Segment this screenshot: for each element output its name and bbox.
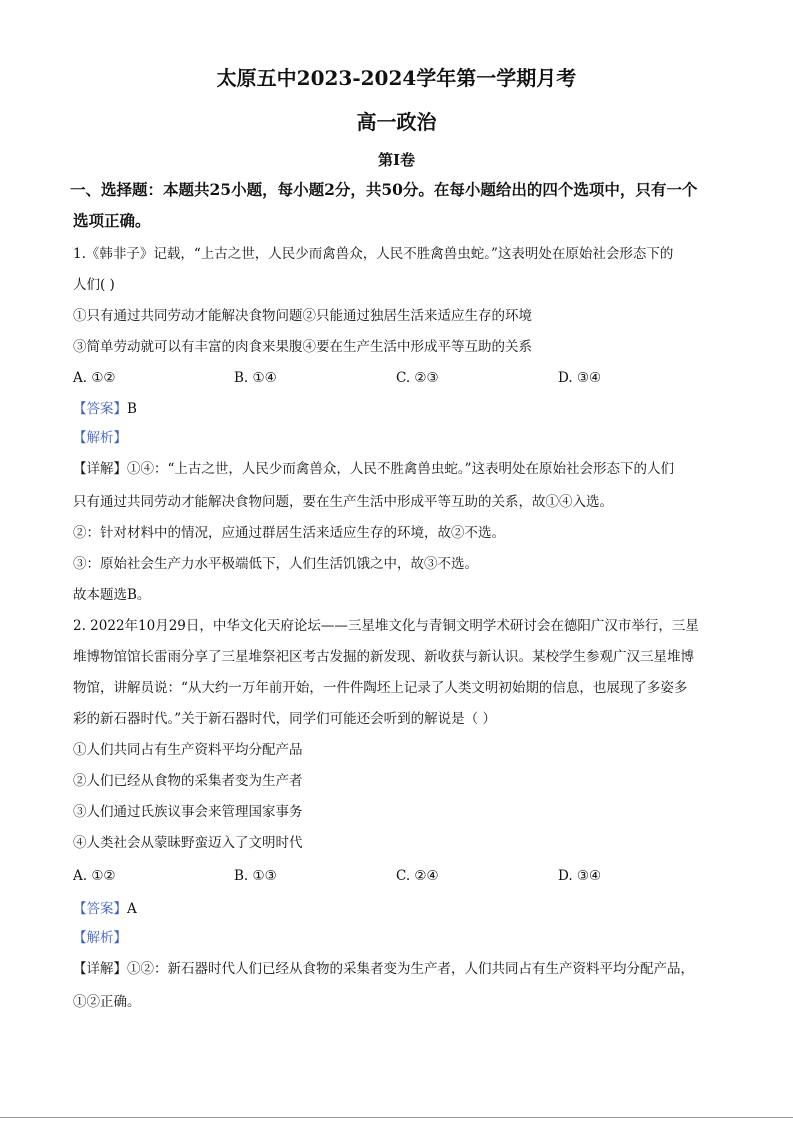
q1-detail-line1: [73, 459, 733, 479]
q1-option-d: D. ③④: [558, 370, 602, 386]
q2-option-a: A. ①②: [73, 868, 116, 884]
q1-detail-text1: ①④：“上古之世，人民少而禽兽众，人民不胜禽兽虫蛇。”这表明处在原始社会形态下的人们: [127, 461, 675, 477]
section-instruction-line2: 选项正确。: [73, 211, 151, 230]
q1-stem-line1: 1.《韩非子》记载，“上古之世，人民少而禽兽众，人民不胜禽兽虫蛇。”这表明处在原始社会形态下的: [73, 246, 674, 262]
q2-option-b: B. ①③: [234, 868, 277, 884]
q1-stem-line2: 人们( ): [73, 277, 115, 293]
q2-stem-line1: 2. 2022年10月29日，中华文化天府论坛——三星堆文化与青铜文明学术研讨会在德阳广汉市举行，三星: [73, 618, 699, 634]
q1-detail-tag: 【详解】: [73, 461, 127, 477]
q2-stem-line2: 堆博物馆馆长雷雨分享了三星堆祭祀区考古发掘的新发现、新收获与新认识。某校学生参观广汉三星堆博: [73, 649, 694, 665]
q1-detail-line3: ②：针对材料中的情况，应通过群居生活来适应生存的环境，故②不选。: [73, 525, 505, 541]
q2-analysis-tag: 【解析】: [73, 930, 127, 946]
q1-item-line1: ①只有通过共同劳动才能解决食物问题②只能通过独居生活来适应生存的环境: [73, 308, 532, 324]
q1-answer-tag: 【答案】: [73, 401, 127, 417]
q2-answer-line: [73, 899, 733, 919]
q2-answer-value: A: [127, 901, 137, 917]
q2-stem-line3: 物馆，讲解员说：“从大约一万年前开始，一件件陶坯上记录了人类文明初始期的信息，也展现了多姿多: [73, 680, 688, 696]
q2-answer-tag: 【答案】: [73, 901, 127, 917]
q1-conclusion: 故本题选B。: [73, 587, 151, 603]
subject-title: 高一政治: [356, 110, 437, 134]
q2-detail-line1: [73, 959, 733, 979]
q2-item-2: ②人们已经从食物的采集者变为生产者: [73, 773, 303, 789]
q2-item-4: ④人类社会从蒙昧野蛮迈入了文明时代: [73, 835, 303, 851]
exam-title: 太原五中2023-2024学年第一学期月考: [216, 66, 577, 90]
q1-item-line2: ③简单劳动就可以有丰富的肉食来果腹④要在生产生活中形成平等互助的关系: [73, 339, 532, 355]
q1-option-a: A. ①②: [73, 370, 116, 386]
q2-option-c: C. ②④: [396, 868, 439, 884]
page-bottom-rule: [0, 1117, 793, 1118]
q1-analysis-tag: 【解析】: [73, 430, 127, 446]
q2-item-1: ①人们共同占有生产资料平均分配产品: [73, 742, 303, 758]
q1-answer-line: [73, 399, 733, 419]
q2-detail-tag: 【详解】: [73, 961, 127, 977]
q1-detail-line4: ③：原始社会生产力水平极端低下，人们生活饥饿之中，故③不选。: [73, 556, 478, 572]
q1-detail-line2: 只有通过共同劳动才能解决食物问题，要在生产生活中形成平等互助的关系，故①④入选。: [73, 494, 613, 510]
q2-detail-line2: ①②正确。: [73, 994, 141, 1010]
volume-title: 第Ⅰ卷: [377, 151, 416, 169]
q2-item-3: ③人们通过氏族议事会来管理国家事务: [73, 804, 303, 820]
q1-option-c: C. ②③: [396, 370, 439, 386]
q2-stem-line4: 彩的新石器时代。”关于新石器时代，同学们可能还会听到的解说是（ ）: [73, 711, 496, 727]
q2-detail-text1: ①②：新石器时代人们已经从食物的采集者变为生产者，人们共同占有生产资料平均分配产品，: [127, 961, 694, 977]
q2-option-d: D. ③④: [558, 868, 602, 884]
q1-option-b: B. ①④: [234, 370, 277, 386]
section-instruction-line1: 一、选择题：本题共25小题，每小题2分，共50分。在每小题给出的四个选项中，只有一个: [70, 180, 698, 199]
q1-answer-value: B: [127, 401, 137, 417]
